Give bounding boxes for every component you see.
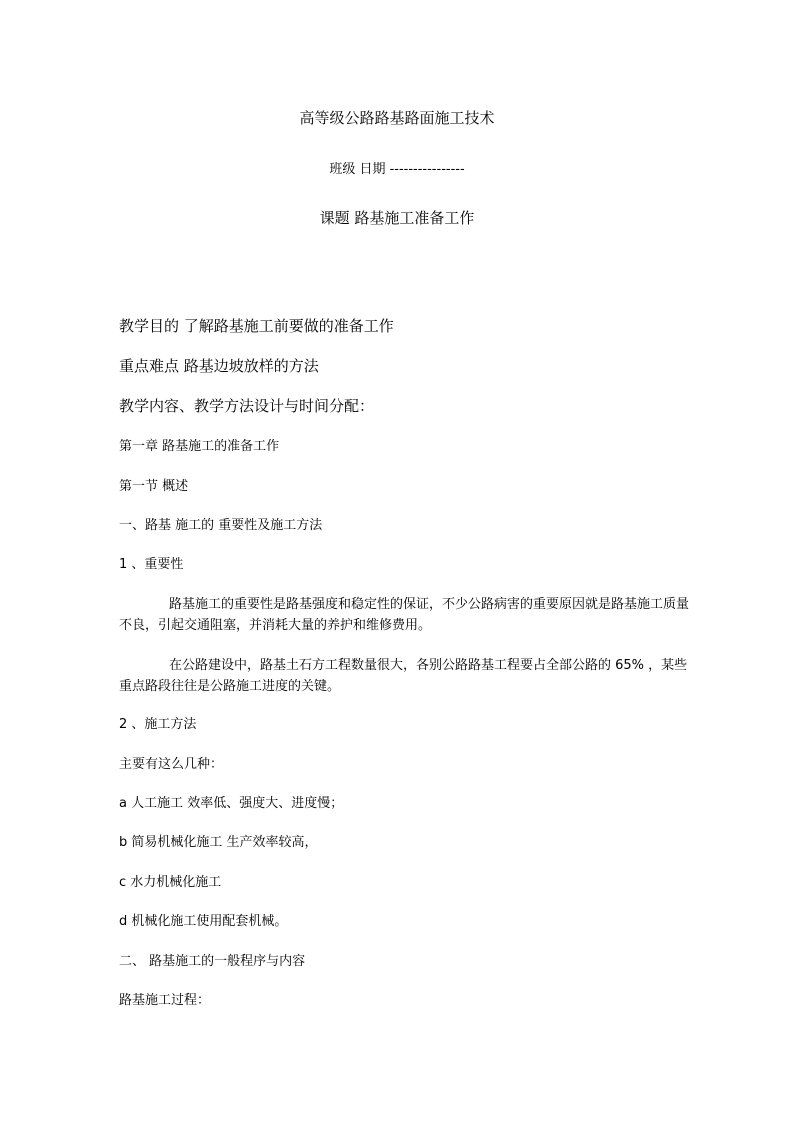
teaching-goal: 教学目的 了解路基施工前要做的准备工作 [119, 317, 394, 335]
item-methods: 2 、施工方法 [119, 717, 197, 732]
item-importance: 1 、重要性 [119, 557, 184, 572]
key-points: 重点难点 路基边坡放样的方法 [119, 357, 319, 375]
process-heading: 路基施工过程： [119, 993, 211, 1008]
part-one-heading: 一、路基 施工的 重要性及施工方法 [119, 518, 323, 533]
method-d: d 机械化施工使用配套机械。 [119, 914, 288, 929]
document-title: 高等级公路路基路面施工技术 [299, 109, 495, 127]
lesson-topic: 课题 路基施工准备工作 [319, 209, 475, 227]
class-date-line: 班级 日期 ---------------- [329, 162, 465, 177]
content-heading: 教学内容、教学方法设计与时间分配： [119, 397, 375, 415]
importance-paragraph: 路基施工的重要性是路基强度和稳定性的保证，不少公路病害的重要原因就是路基施工质量不良，引起交通阻塞，并消耗大量的养护和维修费用。 [119, 597, 690, 633]
method-b: b 简易机械化施工 生产效率较高， [119, 835, 318, 850]
method-c: c 水力机械化施工 [119, 875, 222, 890]
section-heading: 第一节 概述 [119, 479, 189, 494]
earthwork-paragraph: 在公路建设中，路基土石方工程数量很大，各别公路路基工程要占全部公路的 65% ，某些重点路段往往是公路施工进度的关键。 [119, 658, 688, 694]
method-a: a 人工施工 效率低、强度大、进度慢； [119, 796, 344, 811]
chapter-heading: 第一章 路基施工的准备工作 [119, 439, 280, 454]
methods-intro: 主要有这么几种： [119, 757, 224, 772]
part-two-heading: 二、 路基施工的一般程序与内容 [119, 954, 306, 969]
